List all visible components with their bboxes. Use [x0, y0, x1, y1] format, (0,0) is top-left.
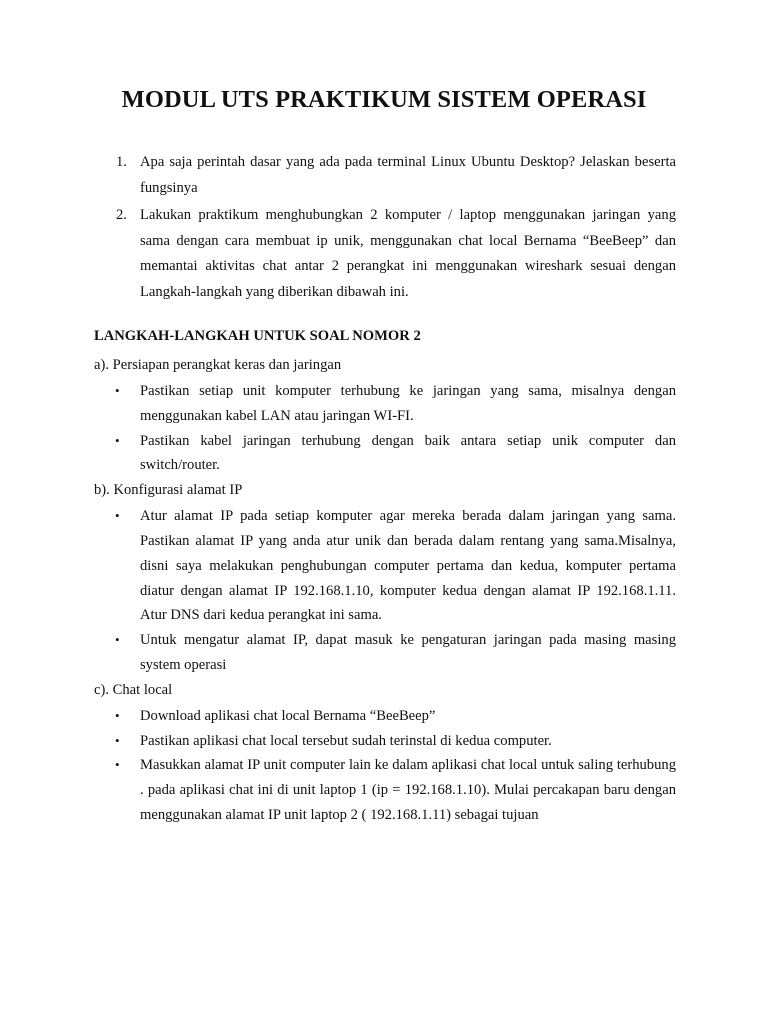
question-item — [96, 203, 676, 305]
bullet-item — [115, 504, 676, 628]
section-heading-a: a). Persiapan perangkat keras dan jaringan — [94, 357, 342, 373]
section-chat-local — [94, 678, 676, 828]
question-item — [96, 150, 676, 201]
bullet-icon: • — [115, 508, 120, 524]
question-text: Lakukan praktikum menghubungkan 2 komputer / laptop menggunakan jaringan yang sama dengan cara membuat ip unik, menggunakan chat local Bernama “BeeBeep” dan memantai aktivitas chat antar 2 perangkat ini menggunakan wireshark sesuai dengan Langkah-langkah yang diberikan dibawah ini. — [140, 207, 676, 300]
bullet-item — [115, 704, 676, 729]
question-text: Apa saja perintah dasar yang ada pada terminal Linux Ubuntu Desktop? Jelaskan beserta fungsinya — [140, 154, 676, 196]
bullet-item — [115, 729, 676, 754]
bullet-text: Pastikan kabel jaringan terhubung dengan baik antara setiap unik computer dan switch/router. — [140, 432, 676, 474]
bullet-text: Atur alamat IP pada setiap komputer agar mereka berada dalam jaringan yang sama. Pastikan alamat IP yang anda atur unik dan berada dalam rentang yang sama.Misalnya, disni saya melakukan penghubungan computer pertama dan kedua, komputer pertama diatur dengan alamat IP 192.168.1.10, komputer kedua dengan alamat IP 192.168.1.11. Atur DNS dari kedua perangkat ini sama. — [140, 508, 676, 624]
bullet-icon: • — [115, 732, 120, 748]
bullet-icon: • — [115, 432, 120, 448]
bullet-text: Masukkan alamat IP unit computer lain ke dalam aplikasi chat local untuk saling terhubung . pada aplikasi chat ini di unit laptop 1 (ip = 192.168.1.10). Mulai percakapan baru dengan menggunakan alamat IP unit laptop 2 ( 192.168.1.11) sebagai tujuan — [140, 757, 676, 823]
bullet-icon: • — [115, 707, 120, 723]
bullet-text: Pastikan setiap unit komputer terhubung ke jaringan yang sama, misalnya dengan menggunakan kabel LAN atau jaringan WI-FI. — [140, 383, 676, 424]
question-list — [96, 150, 676, 307]
section-heading-b: b). Konfigurasi alamat IP — [94, 482, 243, 499]
section-hardware-network — [94, 353, 676, 478]
bullet-list — [94, 704, 676, 828]
bullet-item — [115, 429, 676, 479]
bullet-icon: • — [115, 383, 120, 398]
bullet-text: Download aplikasi chat local Bernama “BeeBeep” — [140, 707, 436, 724]
steps-heading: LANGKAH-LANGKAH UNTUK SOAL NOMOR 2 — [94, 328, 421, 344]
bullet-text: Untuk mengatur alamat IP, dapat masuk ke pengaturan jaringan pada masing masing system operasi — [140, 632, 676, 673]
bullet-item — [115, 753, 676, 827]
bullet-item — [115, 628, 676, 678]
document-title: MODUL UTS PRAKTIKUM SISTEM OPERASI — [121, 86, 647, 113]
bullet-text: Pastikan aplikasi chat local tersebut sudah terinstal di kedua computer. — [140, 732, 552, 749]
section-heading-c: c). Chat local — [94, 681, 173, 698]
bullet-list — [94, 504, 676, 678]
bullet-icon: • — [115, 757, 120, 773]
bullet-list — [94, 379, 676, 478]
section-ip-config — [94, 478, 676, 678]
question-number: 1. — [116, 154, 127, 170]
steps-body — [94, 353, 676, 828]
bullet-icon: • — [115, 632, 120, 648]
bullet-item — [115, 379, 676, 429]
question-number: 2. — [116, 207, 127, 223]
